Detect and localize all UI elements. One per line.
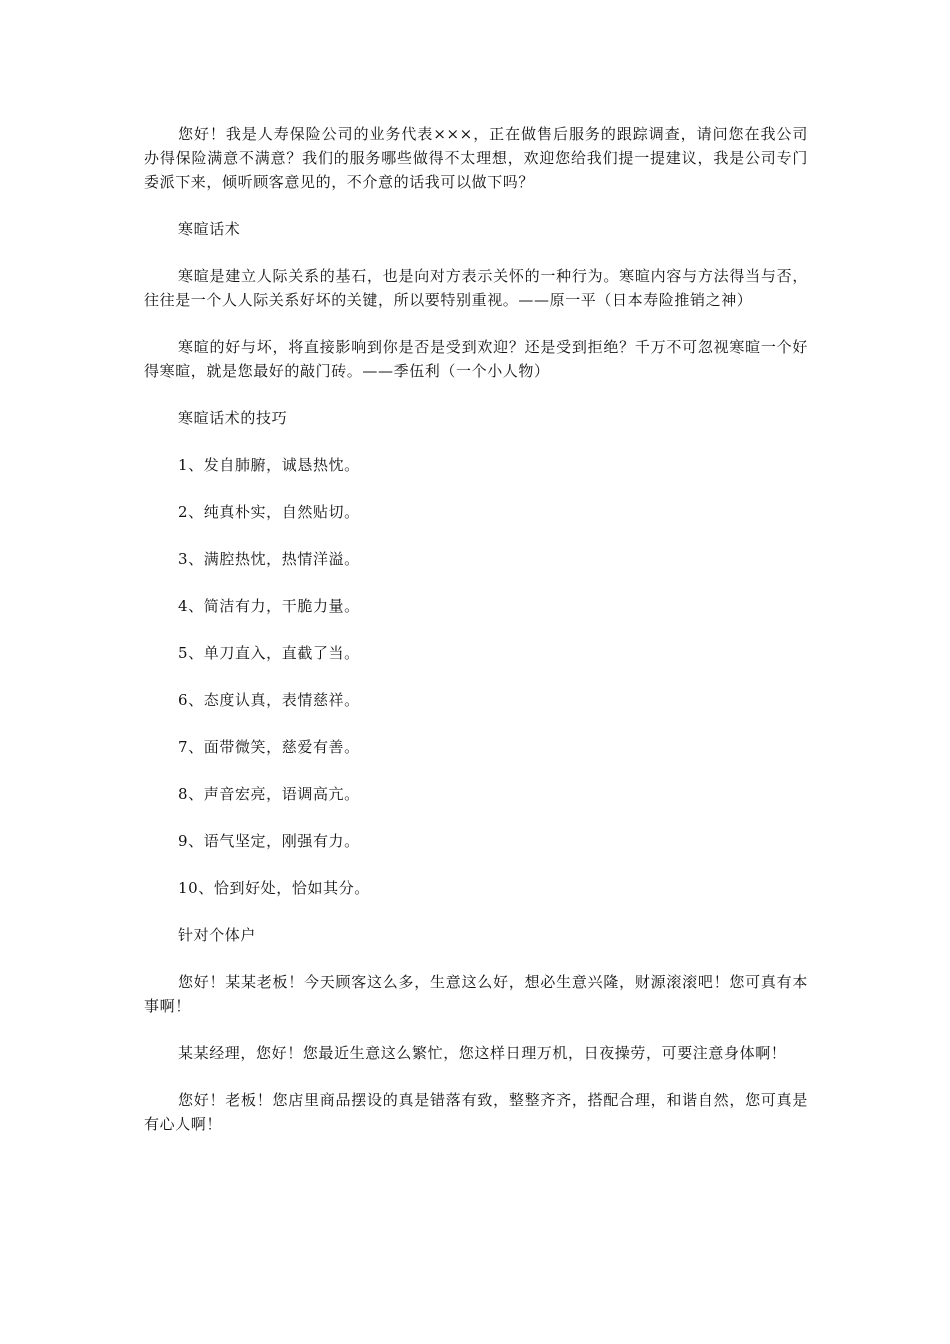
heading-tips: 寒暄话术的技巧 — [178, 409, 288, 427]
greeting-paragraph-1: 寒暄是建立人际关系的基石，也是向对方表示关怀的一种行为。寒暄内容与方法得当与否，往往是一个人人际关系好坏的关键，所以要特别重视。——原一平（日本寿险推销之神） — [144, 267, 808, 309]
tip-item-4: 4、简洁有力，干脆力量。 — [178, 597, 360, 615]
individual-paragraph-2: 某某经理，您好！您最近生意这么繁忙，您这样日理万机，日夜操劳，可要注意身体啊！ — [178, 1044, 787, 1062]
tip-item-1: 1、发自肺腑，诚恳热忱。 — [178, 456, 360, 474]
greeting-paragraph-2: 寒暄的好与坏，将直接影响到你是否是受到欢迎？还是受到拒绝？千万不可忽视寒暄一个好得寒暄，就是您最好的敲门砖。——季伍利（一个小人物） — [144, 338, 808, 380]
tip-item-5: 5、单刀直入，直截了当。 — [178, 644, 360, 662]
tip-item-10: 10、恰到好处，恰如其分。 — [178, 879, 370, 897]
tip-item-9: 9、语气坚定，刚强有力。 — [178, 832, 360, 850]
tip-item-3: 3、满腔热忱，热情洋溢。 — [178, 550, 360, 568]
heading-greeting: 寒暄话术 — [178, 220, 241, 238]
tip-item-7: 7、面带微笑，慈爱有善。 — [178, 738, 360, 756]
individual-paragraph-3: 您好！老板！您店里商品摆设的真是错落有致，整整齐齐，搭配合理，和谐自然，您可真是有心人啊！ — [144, 1091, 808, 1133]
tip-item-6: 6、态度认真，表情慈祥。 — [178, 691, 360, 709]
individual-paragraph-1: 您好！某某老板！今天顾客这么多，生意这么好，想必生意兴隆，财源滚滚吧！您可真有本事啊！ — [144, 973, 808, 1015]
tip-item-8: 8、声音宏亮，语调高亢。 — [178, 785, 360, 803]
heading-individual: 针对个体户 — [178, 926, 257, 944]
intro-paragraph: 您好！我是人寿保险公司的业务代表×××，正在做售后服务的跟踪调查，请问您在我公司办得保险满意不满意？我们的服务哪些做得不太理想，欢迎您给我们提一提建议，我是公司专门委派下来，倾听顾客意见的，不介意的话我可以做下吗？ — [144, 125, 808, 191]
tip-item-2: 2、纯真朴实，自然贴切。 — [178, 503, 360, 521]
document-body — [144, 122, 808, 1159]
